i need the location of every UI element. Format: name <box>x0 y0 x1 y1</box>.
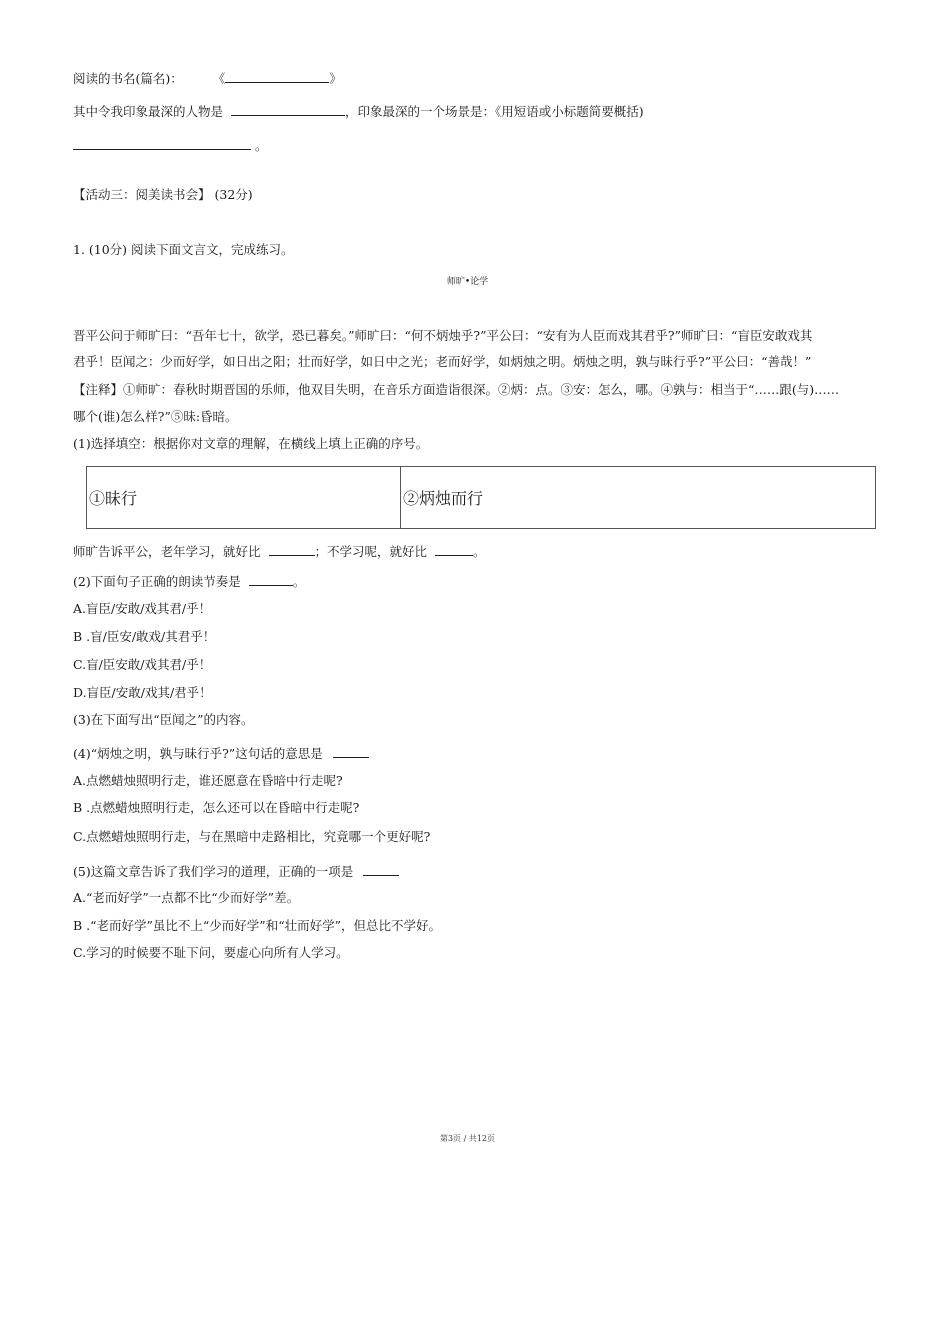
book-open-quote: 《 <box>212 71 226 86</box>
sub2-end: 。 <box>292 574 306 589</box>
notes-line-1: 【注释】①师旷：春秋时期晋国的乐师，他双目失明，在音乐方面造诣很深。②炳：点。③安：怎么，哪。④孰与：相当于“……跟(与)…… <box>73 382 840 397</box>
fill-end: 。 <box>473 544 486 559</box>
sub2-choice-b[interactable]: B .盲/臣安/敢戏/其君乎！ <box>73 629 216 644</box>
book-name-label: 阅读的书名(篇名)： <box>73 71 183 86</box>
sub4-prompt-line <box>73 743 369 763</box>
options-table <box>86 466 876 529</box>
sub1-prompt: (1)选择填空：根据你对文章的理解，在横线上填上正确的序号。 <box>73 436 429 451</box>
person-blank[interactable] <box>231 101 345 116</box>
sub2-choice-c[interactable]: C.盲/臣安敢/戏其君/乎！ <box>73 657 212 672</box>
page-footer: 第3页 / 共12页 <box>439 1134 496 1143</box>
fill-text-a: 师旷告诉平公，老年学习，就好比 <box>73 544 261 559</box>
sub5-choice-a[interactable]: A.“老而好学”一点都不比“少而好学”差。 <box>73 890 300 905</box>
notes-line-2: 哪个(谁)怎么样?”⑤昧:昏暗。 <box>73 409 238 424</box>
sub5-prompt: (5)这篇文章告诉了我们学习的道理，正确的一项是 <box>73 864 354 879</box>
scene-text: ，印象最深的一个场景是：《用短语或小标题简要概括) <box>345 104 644 119</box>
sub5-choice-c[interactable]: C.学习的时候要不耻下问，要虚心向所有人学习。 <box>73 945 349 960</box>
book-name-line <box>73 68 342 88</box>
sub1-fill-line <box>73 541 486 561</box>
sub2-choice-d[interactable]: D.盲臣/安敢/戏其/君乎！ <box>73 685 212 700</box>
option-cell-1: ①昧行 <box>87 467 401 528</box>
sub2-blank[interactable] <box>249 571 293 586</box>
activity-heading <box>73 186 253 204</box>
sub2-choice-a[interactable]: A.盲臣/安敢/戏其君/乎！ <box>73 601 212 616</box>
passage-line-2: 君乎！臣闻之：少而好学，如日出之阳；壮而好学，如日中之光；老而好学，如炳烛之明。炳烛之明，孰与昧行乎?”平公曰：“善哉！” <box>73 354 812 369</box>
question-intro: 1. (10分) 阅读下面文言文，完成练习。 <box>73 242 294 257</box>
scene-end-mark: 。 <box>254 138 268 153</box>
fill-text-b: ；不学习呢，就好比 <box>314 544 428 559</box>
scene-line <box>73 135 268 155</box>
sub4-blank[interactable] <box>333 743 369 758</box>
scene-blank[interactable] <box>73 135 251 150</box>
impression-line <box>73 101 644 121</box>
activity-title: 【活动三：阅美读书会】 <box>73 187 211 202</box>
fill-blank-2[interactable] <box>435 541 473 556</box>
activity-score: (32分) <box>214 187 253 202</box>
sub3-prompt: (3)在下面写出“臣闻之”的内容。 <box>73 712 254 727</box>
book-name-blank[interactable] <box>225 68 329 83</box>
sub4-choice-b[interactable]: B .点燃蜡烛照明行走，怎么还可以在昏暗中行走呢? <box>73 800 360 815</box>
sub4-choice-c[interactable]: C.点燃蜡烛照明行走，与在黑暗中走路相比，究竟哪一个更好呢? <box>73 829 431 844</box>
sub4-choice-a[interactable]: A.点燃蜡烛照明行走，谁还愿意在昏暗中行走呢? <box>73 773 343 788</box>
sub5-prompt-line <box>73 861 399 881</box>
passage-line-1: 晋平公问于师旷曰：“吾年七十，欲学，恐已暮矣。”师旷曰：“何不炳烛乎?”平公曰：“安有为人臣而戏其君乎?”师旷曰：“盲臣安敢戏其 <box>73 328 813 343</box>
fill-blank-1[interactable] <box>269 541 315 556</box>
sub4-prompt: (4)“炳烛之明，孰与昧行乎?”这句话的意思是 <box>73 746 323 761</box>
sub2-prompt: (2)下面句子正确的朗读节奏是 <box>73 574 241 589</box>
book-close-quote: 》 <box>329 71 342 86</box>
sub5-blank[interactable] <box>363 861 399 876</box>
sub2-prompt-line <box>73 571 305 591</box>
sub5-choice-b[interactable]: B .“老而好学”虽比不上“少而好学”和“壮而好学”，但总比不学好。 <box>73 918 441 933</box>
person-prefix: 其中令我印象最深的人物是 <box>73 104 224 119</box>
option-cell-2: ②炳烛而行 <box>403 489 484 508</box>
passage-title: 师旷•论学 <box>446 277 489 287</box>
